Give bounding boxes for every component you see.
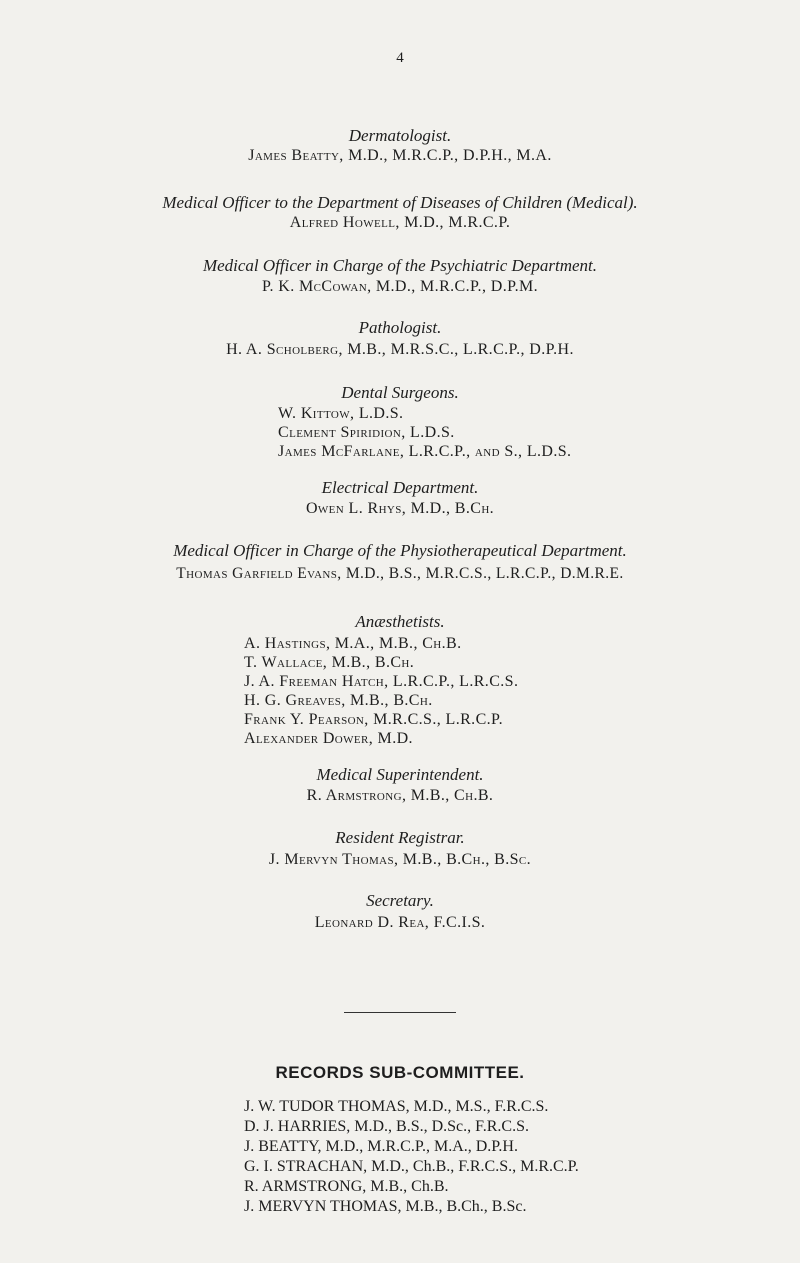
list-item: A. Hastings, M.A., M.B., Ch.B. <box>244 635 462 652</box>
name-physiotherapeutical-department: Thomas Garfield Evans, M.D., B.S., M.R.C.S., L.R.C.P., D.M.R.E. <box>176 565 624 582</box>
list-item: Clement Spiridion, L.D.S. <box>278 424 455 441</box>
records-member: D. J. HARRIES, M.D., B.S., D.Sc., F.R.C.S. <box>244 1118 529 1135</box>
list-item: T. Wallace, M.B., B.Ch. <box>244 654 415 671</box>
divider <box>344 1012 456 1013</box>
records-member-list <box>244 1097 579 1217</box>
heading-medical-superintendent: Medical Superintendent. <box>316 765 484 784</box>
page-number: 4 <box>396 50 404 66</box>
records-member: G. I. STRACHAN, M.D., Ch.B., F.R.C.S., M.R.C.P. <box>244 1158 579 1175</box>
name-medical-superintendent: R. Armstrong, M.B., Ch.B. <box>306 787 494 804</box>
list-item: H. G. Greaves, M.B., B.Ch. <box>244 692 433 709</box>
list-dental-surgeons <box>278 404 571 461</box>
heading-dental-surgeons: Dental Surgeons. <box>341 383 459 402</box>
heading-dermatologist: Dermatologist. <box>348 126 452 145</box>
list-item: James McFarlane, L.R.C.P., and S., L.D.S. <box>278 443 572 460</box>
heading-secretary: Secretary. <box>366 891 434 910</box>
records-member: R. ARMSTRONG, M.B., Ch.B. <box>244 1178 449 1195</box>
name-resident-registrar: J. Mervyn Thomas, M.B., B.Ch., B.Sc. <box>268 851 532 868</box>
heading-physiotherapeutical-department: Medical Officer in Charge of the Physiotherapeutical Department. <box>173 541 627 560</box>
name-children-department: Alfred Howell, M.D., M.R.C.P. <box>289 214 511 231</box>
name-electrical-department: Owen L. Rhys, M.D., B.Ch. <box>305 500 495 517</box>
heading-electrical-department: Electrical Department. <box>321 478 479 497</box>
heading-psychiatric-department: Medical Officer in Charge of the Psychiatric Department. <box>202 256 598 275</box>
records-member: J. W. TUDOR THOMAS, M.D., M.S., F.R.C.S. <box>244 1098 549 1115</box>
heading-pathologist: Pathologist. <box>358 318 442 337</box>
heading-children-department: Medical Officer to the Department of Diseases of Children (Medical). <box>162 193 638 212</box>
records-title: RECORDS SUB-COMMITTEE. <box>275 1063 525 1082</box>
list-item: W. Kittow, L.D.S. <box>278 405 404 422</box>
records-member: J. MERVYN THOMAS, M.B., B.Ch., B.Sc. <box>244 1198 527 1215</box>
name-pathologist: H. A. Scholberg, M.B., M.R.S.C., L.R.C.P., D.P.H. <box>226 341 574 358</box>
list-anaesthetists <box>244 634 518 748</box>
heading-resident-registrar: Resident Registrar. <box>335 828 465 847</box>
name-secretary: Leonard D. Rea, F.C.I.S. <box>314 914 486 931</box>
heading-anaesthetists: Anæsthetists. <box>355 612 445 631</box>
name-psychiatric-department: P. K. McCowan, M.D., M.R.C.P., D.P.M. <box>261 278 539 295</box>
list-item: Frank Y. Pearson, M.R.C.S., L.R.C.P. <box>244 711 503 728</box>
records-member: J. BEATTY, M.D., M.R.C.P., M.A., D.P.H. <box>244 1138 518 1155</box>
name-dermatologist: James Beatty, M.D., M.R.C.P., D.P.H., M.A. <box>248 147 552 164</box>
list-item: J. A. Freeman Hatch, L.R.C.P., L.R.C.S. <box>244 673 519 690</box>
list-item: Alexander Dower, M.D. <box>244 730 413 747</box>
